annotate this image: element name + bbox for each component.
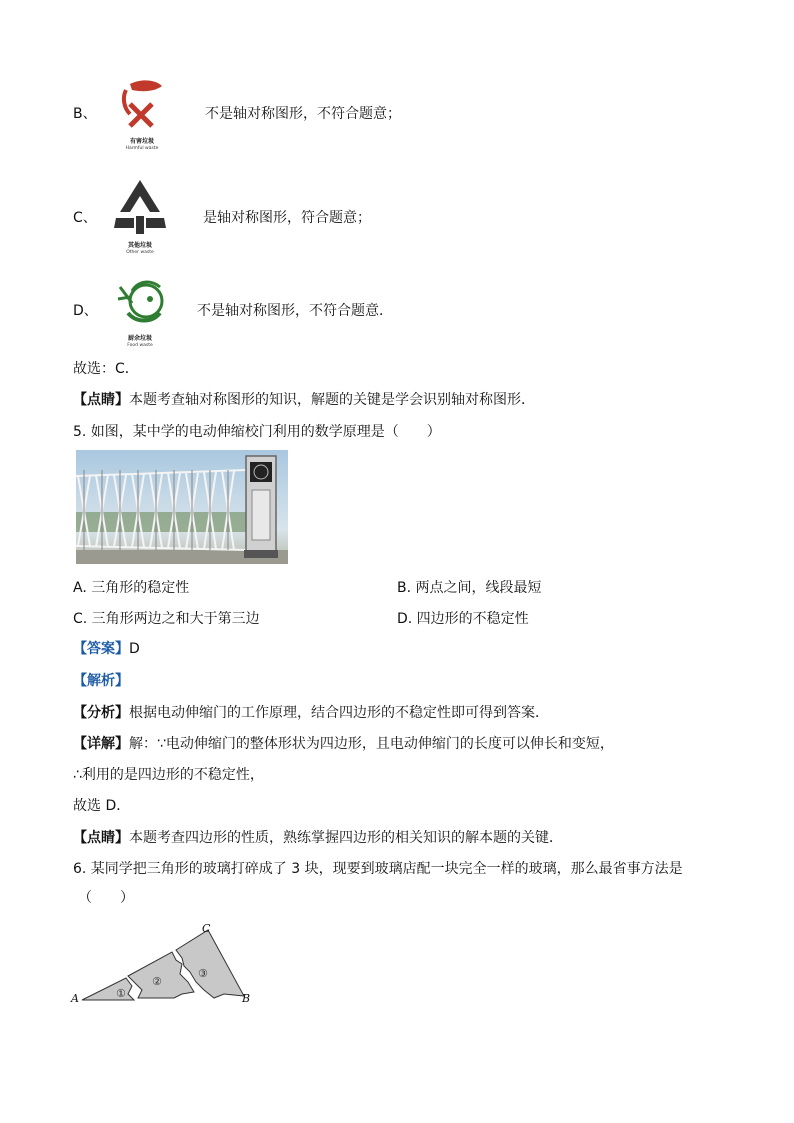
piece-3-label: ③ [198,967,208,980]
harmful-waste-graphic [112,74,172,134]
q5-fenxi [73,703,549,723]
gate-photo [76,450,288,564]
q5-point-tag: 【点睛】 [73,830,129,846]
other-waste-icon [110,176,170,258]
food-waste-graphic [110,273,170,331]
q5-answer-tag: 【答案】 [73,641,129,657]
food-waste-label-en: Food waste [127,343,153,348]
q5-fenxi-text: 根据电动伸缩门的工作原理，结合四边形的不稳定性即可得到答案． [129,705,549,721]
q5-option-a: A. 三角形的稳定性 [73,580,190,596]
q5-point [73,828,563,848]
q5-answer-value: D [129,641,140,657]
q6-paren: （ ） [78,890,134,906]
harmful-waste-icon [112,74,172,154]
q5-xiangjie-text: 解：∵电动伸缩门的整体形状为四边形，且电动伸缩门的长度可以伸长和变短， [129,736,614,752]
q5-answer [73,639,140,659]
vertex-b-label: B [242,992,251,1005]
other-waste-label: 其他垃圾 [127,242,152,249]
q5-xiangjie [73,734,614,754]
vertex-a-label: A [71,992,79,1005]
q6-stem: 6. 某同学把三角形的玻璃打碎成了 3 块，现要到玻璃店配一块完全一样的玻璃，那么最省事方法是 [73,861,683,877]
q5-analysis-tag: 【解析】 [73,673,129,689]
other-waste-label-en: Other waste [126,250,154,255]
harmful-waste-label-en: Harmful waste [125,146,159,151]
q4-point-text: 本题考查轴对称图形的知识，解题的关键是学会识别轴对称图形． [129,392,535,408]
option-c-letter: C、 [73,210,97,226]
q4-point [73,390,535,410]
other-waste-graphic [110,176,170,238]
option-d-text: 不是轴对称图形，不符合题意． [197,303,393,319]
option-b-letter: B、 [73,106,97,122]
q5-fenxi-tag: 【分析】 [73,705,129,721]
option-d-letter: D、 [73,303,98,319]
q5-choice: 故选 D． [73,798,131,814]
q5-option-c: C. 三角形两边之和大于第三边 [73,611,260,627]
option-c-text: 是轴对称图形，符合题意； [203,210,371,226]
piece-1-shape [82,978,134,1000]
q5-xiangjie2: ∴利用的是四边形的不稳定性， [73,767,264,783]
broken-glass-figure [68,920,268,1010]
broken-triangle-diagram [68,920,268,1010]
piece-1-label: ① [116,987,126,1000]
q5-xiangjie-tag: 【详解】 [73,736,129,752]
retractable-gate-image [76,450,288,564]
q4-point-tag: 【点睛】 [73,392,129,408]
q5-option-d: D. 四边形的不稳定性 [397,611,529,627]
q5-stem: 5. 如图，某中学的电动伸缩校门利用的数学原理是（ ） [73,424,441,440]
q5-point-text: 本题考查四边形的性质，熟练掌握四边形的相关知识的解本题的关键． [129,830,563,846]
food-waste-label: 厨余垃圾 [127,335,152,342]
piece-2-label: ② [152,975,162,988]
vertex-c-label: C [202,922,211,935]
q4-choice: 故选：C． [73,361,139,377]
q5-option-b: B. 两点之间，线段最短 [397,580,542,596]
food-waste-icon [110,273,170,353]
harmful-waste-label: 有害垃圾 [129,138,154,145]
option-b-text: 不是轴对称图形，不符合题意； [205,106,401,122]
